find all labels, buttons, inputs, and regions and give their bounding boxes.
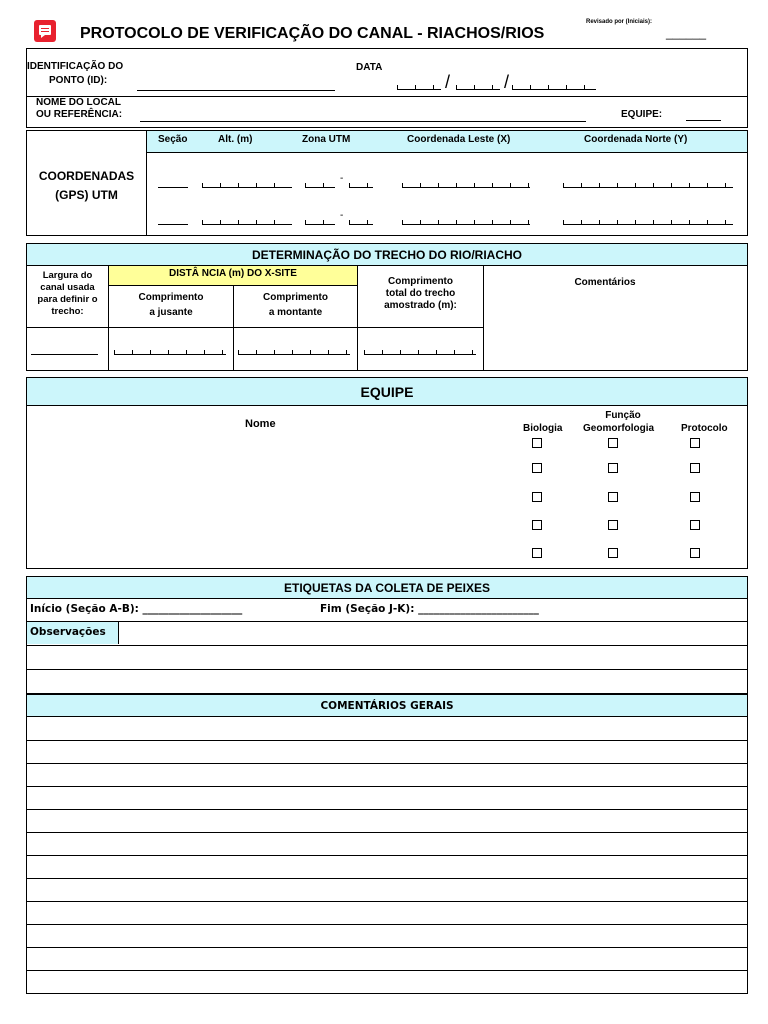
zona-field-1b[interactable] bbox=[349, 182, 373, 188]
leste-field-1[interactable] bbox=[402, 182, 530, 188]
equipe-title: EQUIPE bbox=[27, 378, 747, 406]
total-label: Comprimento total do trecho amostrado (m): bbox=[384, 276, 457, 311]
norte-field-2[interactable] bbox=[563, 219, 733, 225]
id-input-line[interactable] bbox=[137, 90, 335, 91]
checkbox-geomorfologia-1[interactable] bbox=[608, 438, 618, 448]
jusante-label: Comprimento a jusante bbox=[138, 292, 204, 318]
checkbox-protocolo-3[interactable] bbox=[690, 492, 700, 502]
col-secao: Seção bbox=[158, 134, 188, 145]
distancia-header: DISTÂ NCIA (m) DO X-SITE bbox=[109, 266, 357, 286]
checkbox-biologia-5[interactable] bbox=[532, 548, 542, 558]
total-field[interactable] bbox=[364, 349, 476, 355]
comentarios-label: Comentários bbox=[574, 277, 636, 288]
id-label: IDENTIFICAÇÃO DO PONTO (ID): bbox=[27, 61, 124, 86]
leste-field-2[interactable] bbox=[402, 219, 530, 225]
equipe-input-line[interactable] bbox=[686, 120, 721, 121]
role-geomorfologia: Geomorfologia bbox=[583, 423, 655, 434]
largura-field[interactable] bbox=[31, 354, 98, 355]
alt-field-1[interactable] bbox=[202, 182, 292, 188]
inicio-field[interactable]: Início (Seção A-B): ___________________ bbox=[30, 603, 243, 615]
page-title: PROTOCOLO DE VERIFICAÇÃO DO CANAL - RIACHOS/RIOS bbox=[80, 25, 545, 42]
data-label: DATA bbox=[356, 62, 383, 73]
observacoes-label: Observações bbox=[27, 622, 119, 644]
checkbox-biologia-3[interactable] bbox=[532, 492, 542, 502]
largura-label: Largura do canal usada para definir o trecho: bbox=[37, 270, 98, 317]
funcao-label: Função bbox=[605, 410, 641, 421]
local-input-line[interactable] bbox=[140, 121, 586, 122]
secao-field-2[interactable] bbox=[158, 224, 188, 225]
checkbox-geomorfologia-4[interactable] bbox=[608, 520, 618, 530]
fim-field[interactable]: Fim (Seção J-K): _______________________ bbox=[320, 603, 539, 615]
comentarios-gerais-section bbox=[26, 694, 748, 994]
zona-field-2b[interactable] bbox=[349, 219, 373, 225]
local-label: NOME DO LOCAL OU REFERÊNCIA: bbox=[36, 97, 123, 120]
revisado-field[interactable]: ______ bbox=[666, 26, 707, 40]
revisado-label: Revisado por (Iniciais): bbox=[586, 19, 653, 25]
checkbox-biologia-1[interactable] bbox=[532, 438, 542, 448]
alt-field-2[interactable] bbox=[202, 219, 292, 225]
coords-label: COORDENADAS (GPS) UTM bbox=[38, 169, 135, 202]
checkbox-protocolo-2[interactable] bbox=[690, 463, 700, 473]
norte-field-1[interactable] bbox=[563, 182, 733, 188]
secao-field-1[interactable] bbox=[158, 187, 188, 188]
montante-field[interactable] bbox=[238, 349, 350, 355]
logo-icon bbox=[34, 20, 56, 42]
checkbox-protocolo-5[interactable] bbox=[690, 548, 700, 558]
montante-label: Comprimento a montante bbox=[263, 292, 328, 318]
date-day-field[interactable] bbox=[397, 84, 441, 90]
col-norte: Coordenada Norte (Y) bbox=[584, 134, 688, 145]
nome-label: Nome bbox=[245, 418, 276, 430]
date-month-field[interactable] bbox=[456, 84, 500, 90]
role-protocolo: Protocolo bbox=[681, 423, 728, 434]
zona-field-2a[interactable] bbox=[305, 219, 335, 225]
checkbox-biologia-2[interactable] bbox=[532, 463, 542, 473]
jusante-field[interactable] bbox=[114, 349, 226, 355]
equipe-label-top: EQUIPE: bbox=[621, 109, 663, 120]
zona-field-1a[interactable] bbox=[305, 182, 335, 188]
checkbox-biologia-4[interactable] bbox=[532, 520, 542, 530]
col-zona: Zona UTM bbox=[302, 134, 351, 145]
date-year-field[interactable] bbox=[512, 84, 596, 90]
col-leste: Coordenada Leste (X) bbox=[407, 134, 511, 145]
etiquetas-title: ETIQUETAS DA COLETA DE PEIXES bbox=[27, 577, 747, 599]
checkbox-geomorfologia-3[interactable] bbox=[608, 492, 618, 502]
checkbox-geomorfologia-2[interactable] bbox=[608, 463, 618, 473]
role-biologia: Biologia bbox=[523, 423, 563, 434]
comentarios-gerais-title: COMENTÁRIOS GERAIS bbox=[27, 695, 747, 717]
id-row bbox=[26, 48, 748, 96]
checkbox-geomorfologia-5[interactable] bbox=[608, 548, 618, 558]
trecho-title: DETERMINAÇÃO DO TRECHO DO RIO/RIACHO bbox=[27, 244, 747, 266]
checkbox-protocolo-1[interactable] bbox=[690, 438, 700, 448]
checkbox-protocolo-4[interactable] bbox=[690, 520, 700, 530]
col-alt: Alt. (m) bbox=[218, 134, 253, 145]
